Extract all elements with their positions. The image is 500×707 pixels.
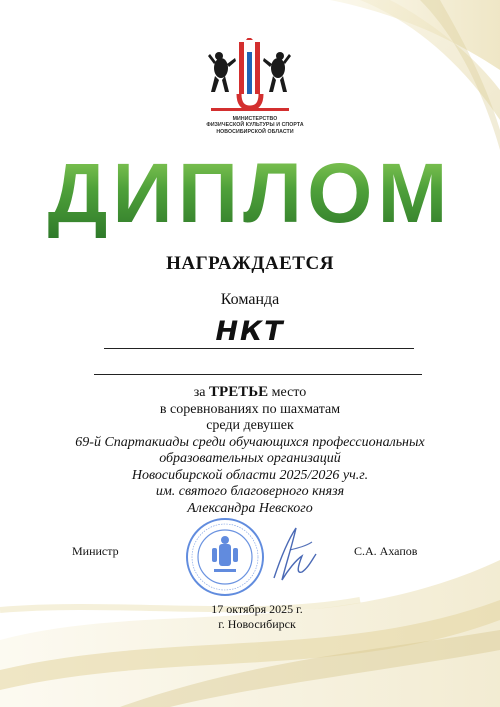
underline <box>104 348 414 349</box>
issue-city: г. Новосибирск <box>218 617 296 631</box>
team-name: НКТ <box>215 316 285 347</box>
place-value: ТРЕТЬЕ <box>209 384 269 400</box>
signatory-title: Министр <box>72 544 119 558</box>
competition-line: Новосибирской области 2025/2026 уч.г. <box>131 467 369 483</box>
place-line <box>20 384 480 402</box>
ministry-line: МИНИСТЕРСТВО <box>232 116 278 122</box>
official-seal-icon <box>184 516 266 598</box>
ministry-line: НОВОСИБИРСКОЙ ОБЛАСТИ <box>216 128 294 135</box>
event-line: среди девушек <box>206 418 294 433</box>
signature-icon <box>262 520 322 590</box>
team-label: Команда <box>220 291 280 308</box>
diploma-title: ДИПЛОМ <box>0 148 500 238</box>
underline <box>94 374 422 375</box>
competition-line: 69-й Спартакиады среди обучающихся профессиональных <box>75 434 425 450</box>
coat-of-arms-icon <box>205 38 295 114</box>
signatory-name: С.А. Ахапов <box>354 544 418 558</box>
place-suffix: место <box>268 385 307 400</box>
awarded-heading: НАГРАЖДАЕТСЯ <box>166 253 334 274</box>
achievement-block <box>20 384 480 517</box>
competition-line: Александра Невского <box>187 500 313 516</box>
competition-line: образовательных организаций <box>159 451 341 466</box>
event-line: в соревнованиях по шахматам <box>159 401 341 417</box>
ministry-line: ФИЗИЧЕСКОЙ КУЛЬТУРЫ И СПОРТА <box>206 122 304 129</box>
competition-line: им. святого благоверного князя <box>155 484 345 499</box>
issue-date: 17 октября 2025 г. <box>211 602 303 616</box>
ministry-name <box>190 116 320 135</box>
place-prefix: за <box>193 385 210 400</box>
